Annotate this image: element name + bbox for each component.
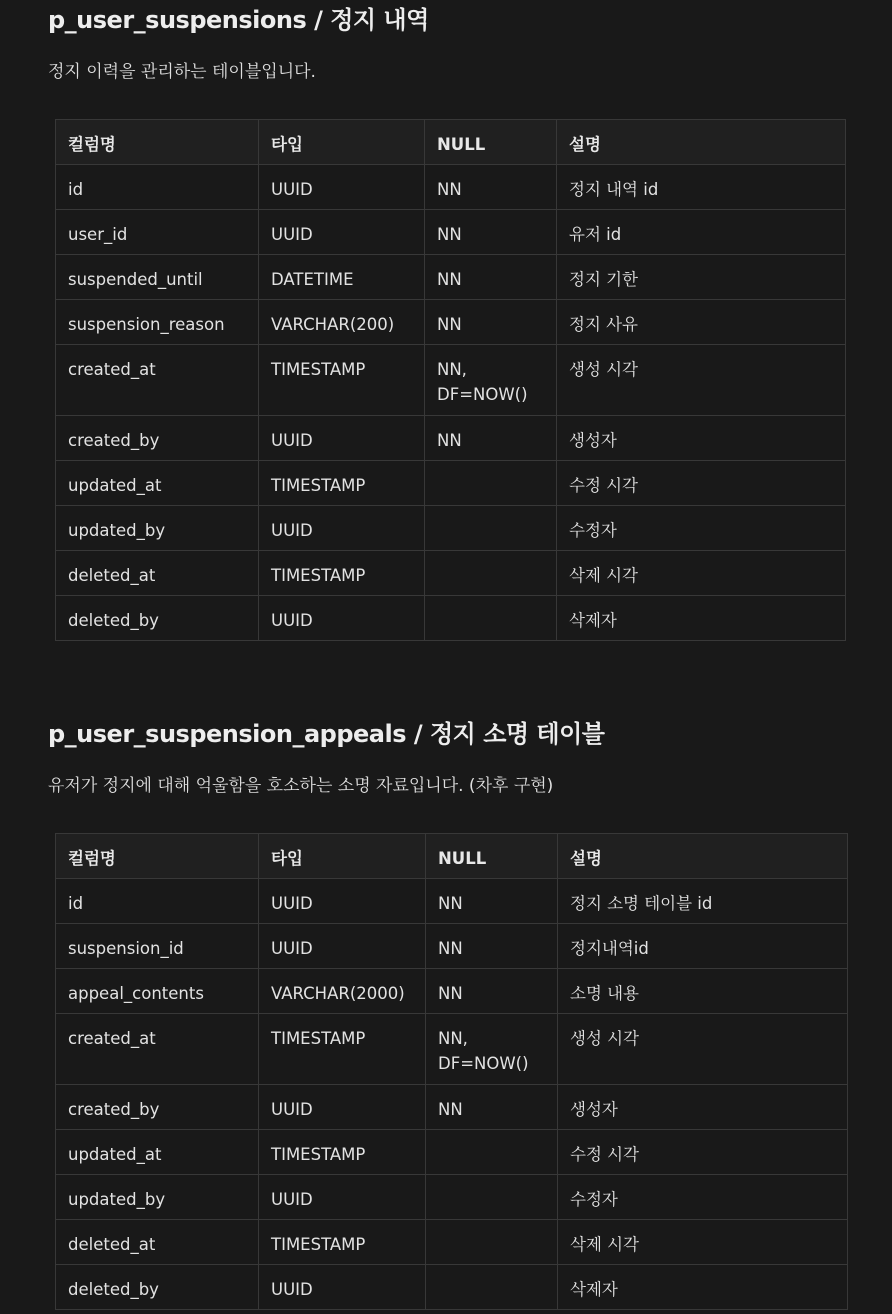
cell-null: NN bbox=[426, 879, 558, 924]
cell-null: NN bbox=[425, 165, 557, 210]
cell-null bbox=[426, 1220, 558, 1265]
section-description: 유저가 정지에 대해 억울함을 호소하는 소명 자료입니다. (차후 구현) bbox=[48, 776, 554, 796]
cell-type: TIMESTAMP bbox=[259, 345, 425, 416]
table-row bbox=[56, 165, 846, 210]
cell-type: UUID bbox=[259, 1265, 426, 1310]
cell-null bbox=[425, 551, 557, 596]
cell-type: TIMESTAMP bbox=[259, 551, 425, 596]
table-row bbox=[56, 345, 846, 416]
cell-null: NN bbox=[425, 300, 557, 345]
table-row bbox=[56, 879, 848, 924]
table-row bbox=[56, 461, 846, 506]
cell-type: UUID bbox=[259, 1085, 426, 1130]
cell-null: NN bbox=[426, 924, 558, 969]
cell-type: UUID bbox=[259, 210, 425, 255]
cell-desc: 수정 시각 bbox=[557, 461, 846, 506]
cell-null bbox=[425, 506, 557, 551]
header-column-name: 컬럼명 bbox=[56, 120, 259, 165]
cell-column: deleted_at bbox=[56, 551, 259, 596]
section-title: p_user_suspension_appeals / 정지 소명 테이블 bbox=[48, 720, 605, 748]
cell-column: appeal_contents bbox=[56, 969, 259, 1014]
cell-column: user_id bbox=[56, 210, 259, 255]
cell-column: created_by bbox=[56, 1085, 259, 1130]
cell-column: updated_at bbox=[56, 1130, 259, 1175]
cell-desc: 삭제자 bbox=[557, 596, 846, 641]
table-header-row bbox=[56, 120, 846, 165]
cell-desc: 수정자 bbox=[557, 506, 846, 551]
cell-desc: 생성 시각 bbox=[558, 1014, 848, 1085]
section-user-suspension-appeals bbox=[48, 716, 892, 1299]
cell-null: NN, DF=NOW() bbox=[425, 345, 557, 416]
section-title: p_user_suspensions / 정지 내역 bbox=[48, 6, 429, 34]
cell-null bbox=[425, 596, 557, 641]
cell-type: VARCHAR(200) bbox=[259, 300, 425, 345]
cell-null: NN bbox=[425, 210, 557, 255]
header-type: 타입 bbox=[259, 120, 425, 165]
cell-type: VARCHAR(2000) bbox=[259, 969, 426, 1014]
table-row bbox=[56, 596, 846, 641]
table-row bbox=[56, 1175, 848, 1220]
cell-type: TIMESTAMP bbox=[259, 1130, 426, 1175]
cell-column: suspension_reason bbox=[56, 300, 259, 345]
schema-table-user-suspensions bbox=[55, 119, 846, 641]
table-row bbox=[56, 210, 846, 255]
cell-type: UUID bbox=[259, 1175, 426, 1220]
cell-desc: 삭제 시각 bbox=[558, 1220, 848, 1265]
section-user-suspensions bbox=[48, 2, 892, 630]
cell-null: NN, DF=NOW() bbox=[426, 1014, 558, 1085]
cell-desc: 유저 id bbox=[557, 210, 846, 255]
header-null: NULL bbox=[425, 120, 557, 165]
cell-type: UUID bbox=[259, 924, 426, 969]
table-row bbox=[56, 416, 846, 461]
cell-desc: 정지 사유 bbox=[557, 300, 846, 345]
table-row bbox=[56, 1220, 848, 1265]
cell-column: id bbox=[56, 879, 259, 924]
cell-desc: 생성 시각 bbox=[557, 345, 846, 416]
cell-column: suspension_id bbox=[56, 924, 259, 969]
header-column-name: 컬럼명 bbox=[56, 834, 259, 879]
cell-type: UUID bbox=[259, 879, 426, 924]
cell-type: TIMESTAMP bbox=[259, 1220, 426, 1265]
table-header-row bbox=[56, 834, 848, 879]
cell-desc: 삭제 시각 bbox=[557, 551, 846, 596]
cell-column: deleted_by bbox=[56, 1265, 259, 1310]
cell-type: TIMESTAMP bbox=[259, 1014, 426, 1085]
cell-desc: 생성자 bbox=[557, 416, 846, 461]
cell-null: NN bbox=[425, 255, 557, 300]
section-description: 정지 이력을 관리하는 테이블입니다. bbox=[48, 62, 316, 82]
table-row bbox=[56, 1085, 848, 1130]
table-row bbox=[56, 255, 846, 300]
header-null: NULL bbox=[426, 834, 558, 879]
cell-null bbox=[425, 461, 557, 506]
cell-desc: 정지 내역 id bbox=[557, 165, 846, 210]
cell-desc: 수정 시각 bbox=[558, 1130, 848, 1175]
cell-desc: 정지 기한 bbox=[557, 255, 846, 300]
cell-column: updated_by bbox=[56, 1175, 259, 1220]
header-description: 설명 bbox=[557, 120, 846, 165]
table-row bbox=[56, 506, 846, 551]
cell-column: deleted_at bbox=[56, 1220, 259, 1265]
header-description: 설명 bbox=[558, 834, 848, 879]
table-row bbox=[56, 1265, 848, 1310]
cell-desc: 정지내역id bbox=[558, 924, 848, 969]
cell-type: UUID bbox=[259, 165, 425, 210]
cell-null bbox=[426, 1175, 558, 1220]
cell-column: suspended_until bbox=[56, 255, 259, 300]
cell-null bbox=[426, 1130, 558, 1175]
cell-null: NN bbox=[425, 416, 557, 461]
cell-null: NN bbox=[426, 1085, 558, 1130]
schema-table-user-suspension-appeals bbox=[55, 833, 848, 1310]
cell-column: deleted_by bbox=[56, 596, 259, 641]
table-row bbox=[56, 551, 846, 596]
cell-type: UUID bbox=[259, 506, 425, 551]
table-row bbox=[56, 300, 846, 345]
table-row bbox=[56, 924, 848, 969]
cell-null bbox=[426, 1265, 558, 1310]
cell-desc: 정지 소명 테이블 id bbox=[558, 879, 848, 924]
table-row bbox=[56, 1014, 848, 1085]
cell-column: updated_by bbox=[56, 506, 259, 551]
table-row bbox=[56, 969, 848, 1014]
cell-desc: 생성자 bbox=[558, 1085, 848, 1130]
cell-column: id bbox=[56, 165, 259, 210]
table-row bbox=[56, 1130, 848, 1175]
cell-column: updated_at bbox=[56, 461, 259, 506]
header-type: 타입 bbox=[259, 834, 426, 879]
cell-type: UUID bbox=[259, 596, 425, 641]
cell-type: UUID bbox=[259, 416, 425, 461]
cell-desc: 삭제자 bbox=[558, 1265, 848, 1310]
cell-column: created_at bbox=[56, 1014, 259, 1085]
cell-desc: 소명 내용 bbox=[558, 969, 848, 1014]
cell-null: NN bbox=[426, 969, 558, 1014]
cell-column: created_at bbox=[56, 345, 259, 416]
cell-type: TIMESTAMP bbox=[259, 461, 425, 506]
cell-desc: 수정자 bbox=[558, 1175, 848, 1220]
cell-type: DATETIME bbox=[259, 255, 425, 300]
cell-column: created_by bbox=[56, 416, 259, 461]
